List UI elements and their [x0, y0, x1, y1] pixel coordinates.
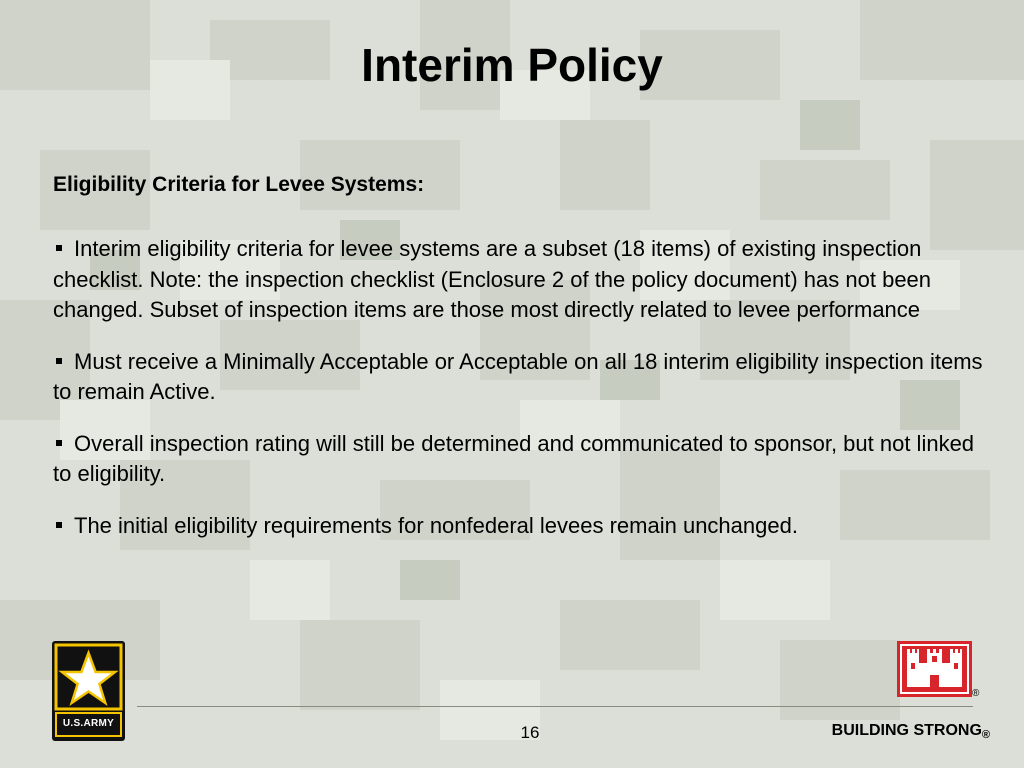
square-bullet-icon: [56, 440, 62, 446]
us-army-logo: [52, 641, 125, 741]
list-item: [53, 347, 983, 408]
bullet-text: Must receive a Minimally Acceptable or Acceptable on all 18 interim eligibility inspection items to remain Active.: [53, 348, 983, 404]
section-subheading: Eligibility Criteria for Levee Systems:: [53, 173, 425, 196]
square-bullet-icon: [56, 522, 62, 528]
registered-mark: ®: [981, 729, 990, 741]
list-item: [53, 511, 983, 542]
page-number: 16: [520, 723, 540, 742]
bullet-text: Interim eligibility criteria for levee systems are a subset (18 items) of existing inspection checklist. Note: the inspection checklist (Enclosure 2 of the policy document) has not been changed. Subset of inspection items are those most directly related to levee performance: [53, 236, 932, 322]
list-item: [53, 429, 983, 490]
footer-tagline: [832, 722, 990, 741]
slide-title: Interim Policy: [361, 39, 663, 91]
square-bullet-icon: [56, 245, 62, 251]
army-logo-text: U.S.ARMY: [62, 718, 115, 729]
bullet-text: Overall inspection rating will still be determined and communicated to sponsor, but not linked to eligibility.: [53, 430, 975, 486]
castle-logo: [897, 641, 972, 697]
bullet-list: [53, 234, 983, 562]
list-item: [53, 234, 983, 326]
square-bullet-icon: [56, 358, 62, 364]
footer-divider: [137, 706, 973, 707]
tagline-text: BUILDING STRONG: [831, 722, 982, 739]
bullet-text: The initial eligibility requirements for nonfederal levees remain unchanged.: [74, 512, 798, 538]
castle-registered-mark: ®: [972, 688, 980, 699]
